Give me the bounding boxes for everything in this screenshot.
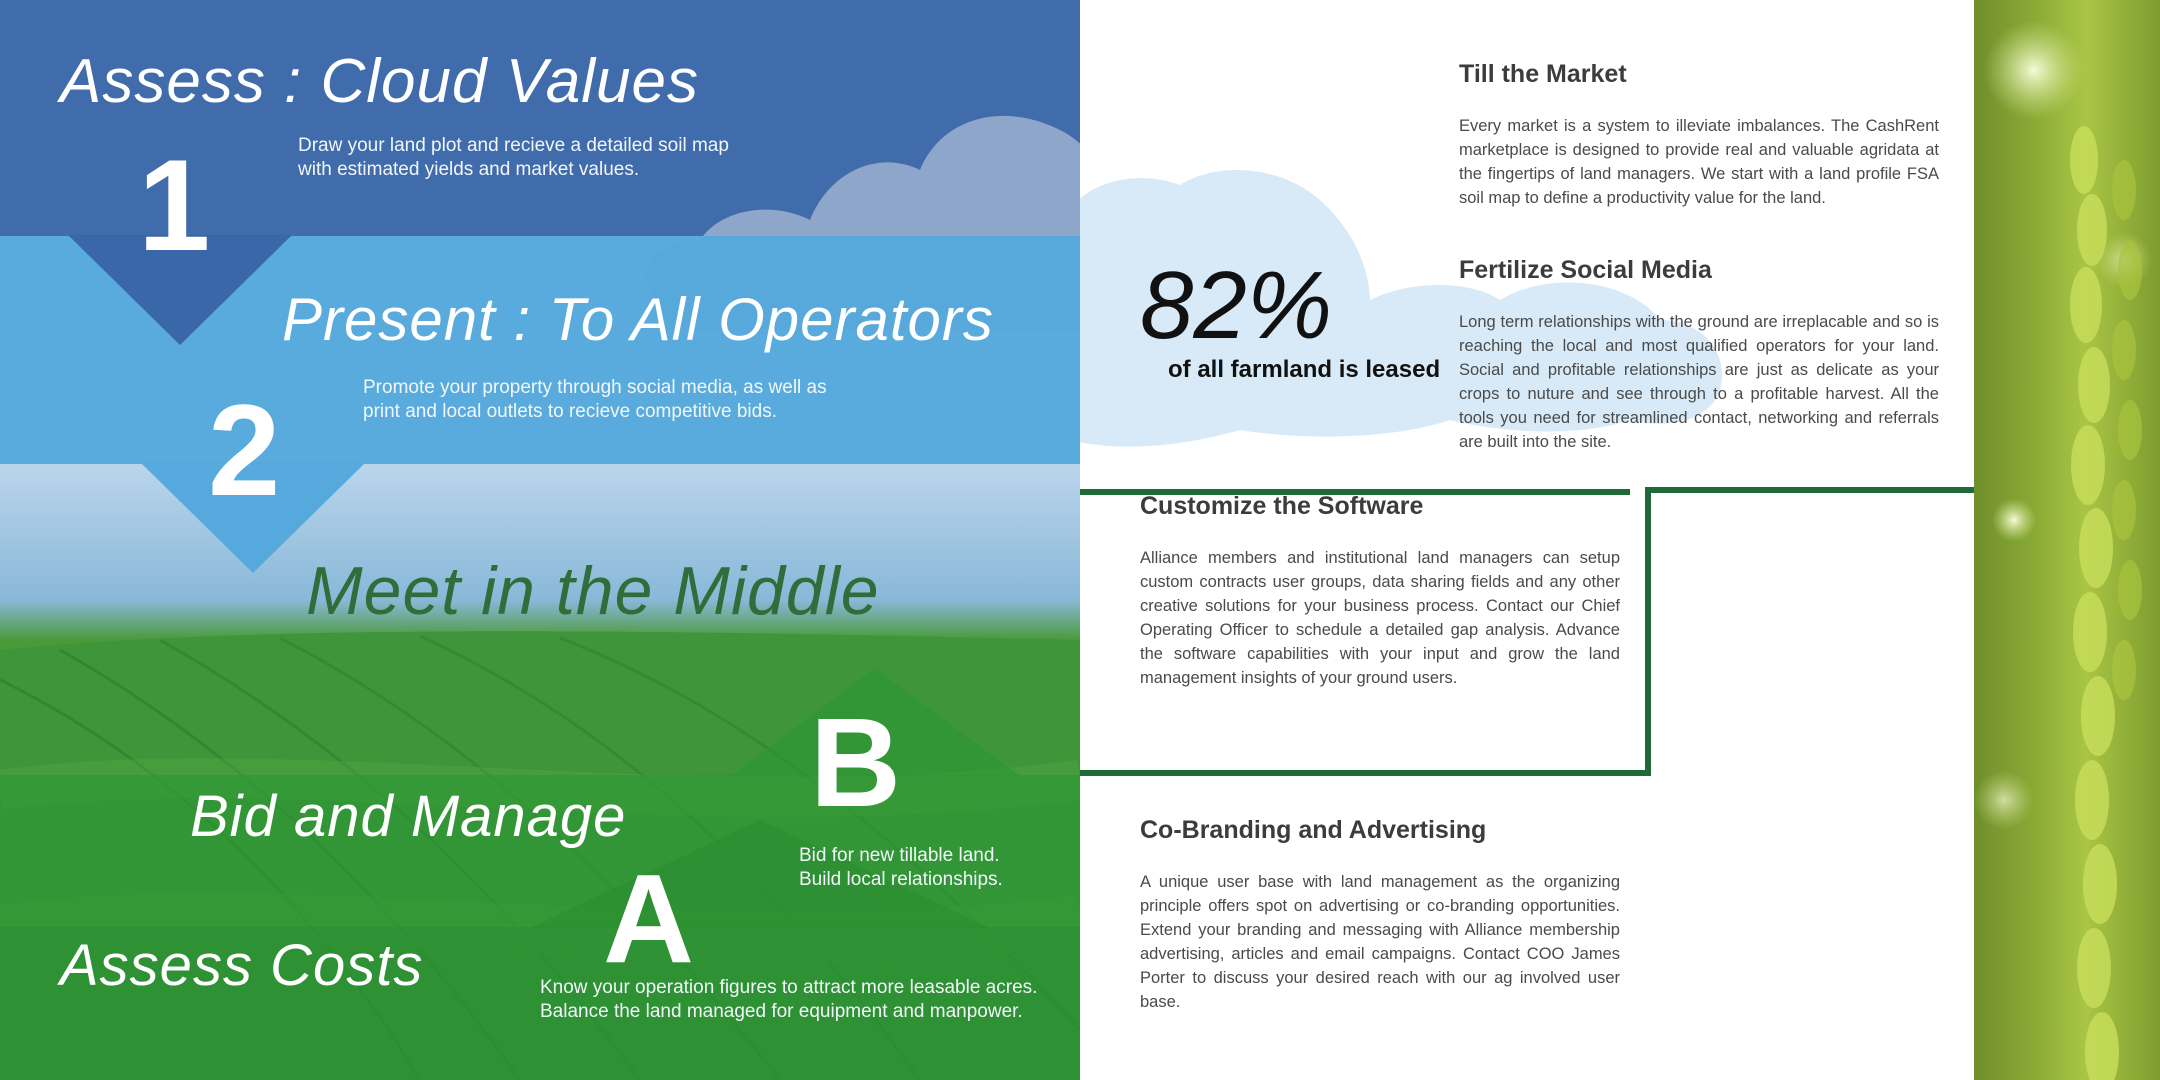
frame-line-vertical	[1645, 487, 1651, 775]
section-title-customize-the-software: Customize the Software	[1140, 492, 1424, 520]
stat-label: of all farmland is leased	[1168, 356, 1441, 383]
stepB-description-line2: Build local relationships.	[799, 869, 1003, 890]
step2-title: Present : To All Operators	[282, 286, 994, 353]
stepB-title: Bid and Manage	[190, 784, 627, 849]
green-wheat-photo	[1974, 0, 2160, 1080]
step1-number: 1	[138, 132, 211, 278]
stepB-letter: B	[810, 692, 901, 833]
center-text-panel	[1080, 0, 1974, 1080]
step1-description	[298, 134, 729, 182]
stepA-description	[540, 976, 1037, 1024]
wheat-icon	[1974, 0, 2160, 1080]
step1-description-line1: Draw your land plot and recieve a detailed soil map	[298, 135, 729, 156]
stepA-description-line1: Know your operation figures to attract more leasable acres.	[540, 977, 1038, 998]
step1-description-line2: with estimated yields and market values.	[298, 159, 640, 180]
stepA-description-line2: Balance the land managed for equipment and manpower.	[540, 1001, 1023, 1022]
section-body-customize-the-software: Alliance members and institutional land managers can setup custom contracts user groups, data sharing fields and any other creative solutions for your business process. Contact our Chief Operating Officer to schedule a detailed gap analysis. Advance the software capabilities with your input and grow the land management insights of your ground users.	[1140, 549, 1620, 687]
section-body-co-branding-and-advertising: A unique user base with land management as the organizing principle offers spot on advertising or co-branding opportunities. Extend your branding and messaging with Alliance membership advertising, articles and email campaigns. Contact COO James Porter to discuss your desired reach with our ag involved user base.	[1140, 873, 1620, 1011]
step2-description-line1: Promote your property through social media, as well as	[363, 377, 827, 398]
frame-line-lower	[1080, 770, 1651, 776]
section-body-till-the-market: Every market is a system to illeviate imbalances. The CashRent marketplace is designed to provide real and valuable agridata at the fingertips of land managers. We start with a land profile FSA soil map to define a productivity value for the land.	[1459, 117, 1939, 207]
middle-title: Meet in the Middle	[306, 553, 880, 629]
step1-title: Assess : Cloud Values	[60, 47, 700, 116]
step2-number: 2	[208, 377, 281, 523]
section-title-co-branding-and-advertising: Co-Branding and Advertising	[1140, 816, 1487, 844]
stat-percentage: 82%	[1140, 252, 1333, 359]
stepA-letter: A	[603, 848, 694, 989]
step2-description-line2: print and local outlets to recieve competitive bids.	[363, 401, 777, 422]
stepB-description	[799, 844, 1003, 892]
step2-description	[363, 376, 827, 424]
frame-line-top	[1645, 487, 1974, 493]
stepA-title: Assess Costs	[60, 933, 424, 998]
section-title-till-the-market: Till the Market	[1459, 60, 1627, 88]
stepB-description-line1: Bid for new tillable land.	[799, 845, 1000, 866]
section-body-fertilize-social-media: Long term relationships with the ground are irreplacable and so is reaching the local and most qualified operators for your land. Social and profitable relationships are just as delicate as your crops to nuture and see through to a profitable harvest. All the tools you need for streamlined contact, networking and referrals are built into the site.	[1459, 313, 1939, 451]
section-title-fertilize-social-media: Fertilize Social Media	[1459, 256, 1712, 284]
